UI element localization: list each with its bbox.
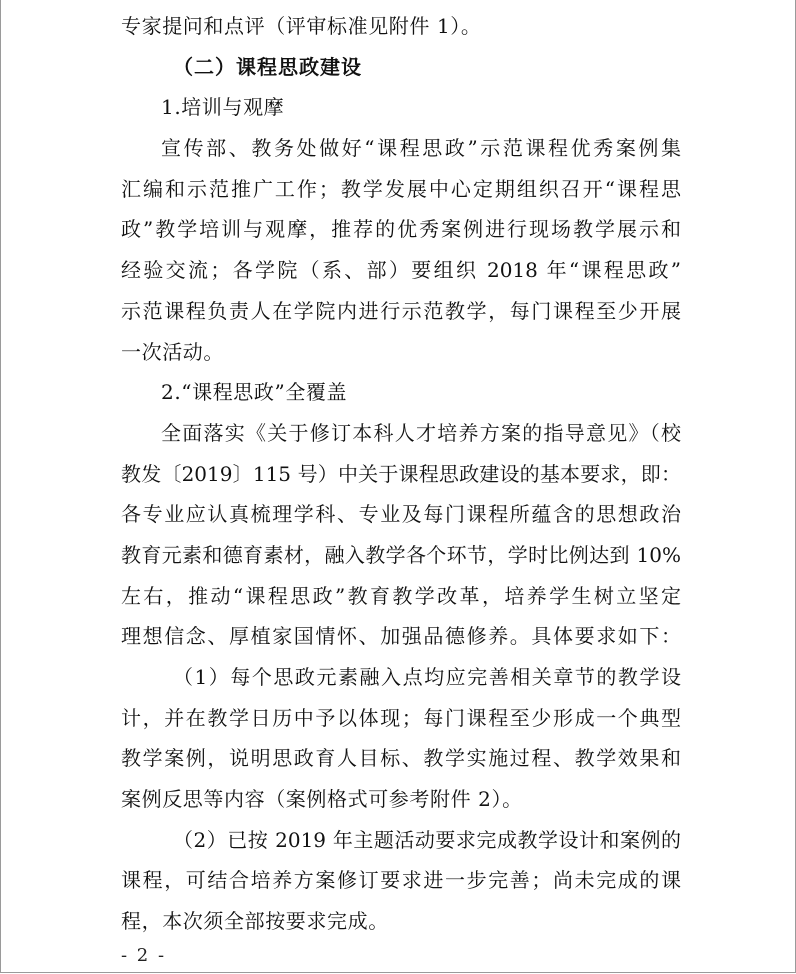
text-line: 各专业应认真梳理学科、专业及每门课程所蕴含的思想政治 [121,502,681,527]
document-body [121,6,681,942]
text-line: 教育元素和德育素材，融入教学各个环节，学时比例达到 10% [121,542,681,567]
section-heading: （二）课程思政建设 [173,54,362,79]
list-item-line: （2）已按 2019 年主题活动要求完成教学设计和案例的 [173,827,681,852]
text-line: 左右，推动“课程思政”教育教学改革，培养学生树立坚定 [121,583,681,608]
text-line: 计，并在教学日历中予以体现；每门课程至少形成一个典型 [121,705,681,730]
text-line: 一次活动。 [121,339,224,364]
text-line: 专家提问和点评（评审标准见附件 1）。 [121,14,482,38]
text-line: 汇编和示范推广工作；教学发展中心定期组织召开“课程思 [121,176,681,201]
text-line: 示范课程负责人在学院内进行示范教学，每门课程至少开展 [121,298,681,323]
text-line: 政”教学培训与观摩，推荐的优秀案例进行现场教学展示和 [121,217,681,242]
text-line: 宣传部、教务处做好“课程思政”示范课程优秀案例集 [161,136,681,161]
text-line: 课程，可结合培养方案修订要求进一步完善；尚未完成的课 [121,868,681,893]
page-number: - 2 - [121,945,167,966]
subsection-heading: 1.培训与观摩 [161,95,285,120]
text-line: 教学案例，说明思政育人目标、教学实施过程、教学效果和 [121,746,681,771]
list-item-line: （1）每个思政元素融入点均应完善相关章节的教学设 [173,665,681,689]
subsection-heading: 2.“课程思政”全覆盖 [161,380,348,405]
text-line: 经验交流；各学院（系、部）要组织 2018 年“课程思政” [121,258,681,283]
text-line: 教发〔2019〕115 号）中关于课程思政建设的基本要求，即： [121,461,681,486]
text-line: 全面落实《关于修订本科人才培养方案的指导意见》（校 [161,420,681,445]
text-line: 理想信念、厚植家国情怀、加强品德修养。具体要求如下： [121,624,681,649]
text-line: 案例反思等内容（案例格式可参考附件 2）。 [121,787,523,812]
text-line: 程，本次须全部按要求完成。 [121,909,389,934]
